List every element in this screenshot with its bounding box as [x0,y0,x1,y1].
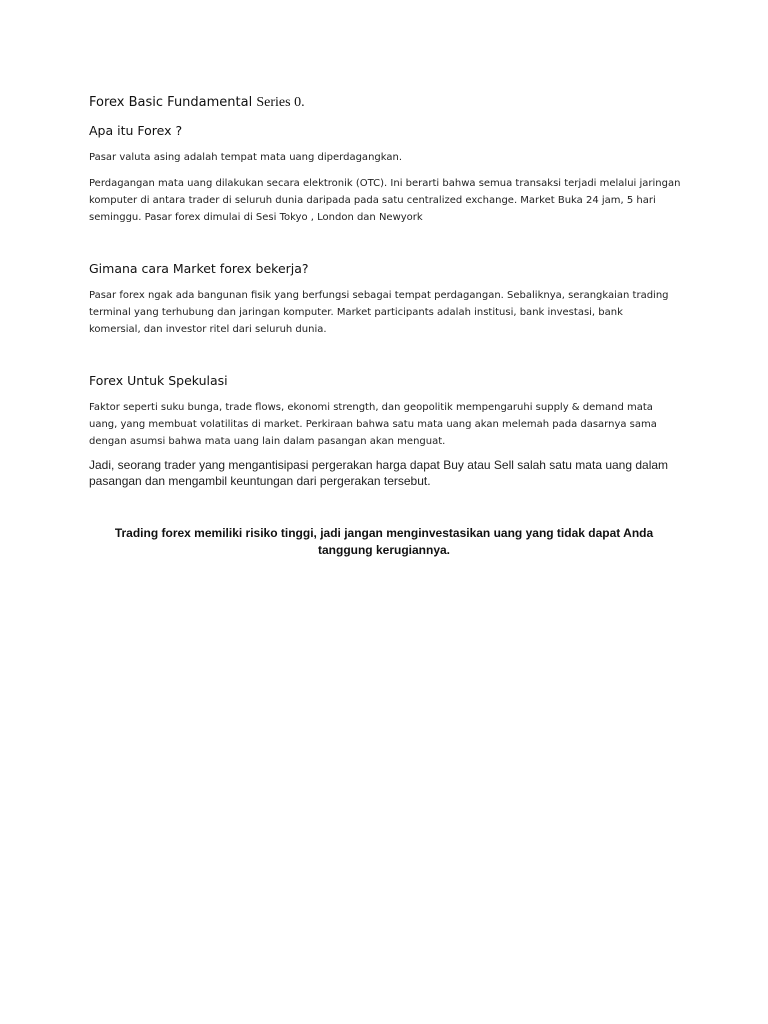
paragraph-cara-kerja-1: Pasar forex ngak ada bangunan fisik yang berfungsi sebagai tempat perdagangan. Sebaliknya, serangkaian trading terminal yang terhubung dan jaringan komputer. Market participants adalah institusi, bank investasi, bank komersial, dan investor ritel dari seluruh dunia. [89,290,669,335]
paragraph-apa-itu-2: Perdagangan mata uang dilakukan secara elektronik (OTC). Ini berarti bahwa semua transaksi terjadi melalui jaringan komputer di antara trader di seluruh dunia daripada pada satu centralized exchange. Market Buka 24 jam, 5 hari seminggu. Pasar forex dimulai di Sesi Tokyo , London dan Newyork [89,178,681,223]
risk-warning: Trading forex memiliki risiko tinggi, jadi jangan menginvestasikan uang yang tidak dapat Anda tanggung kerugiannya. [114,526,654,557]
heading-spekulasi: Forex Untuk Spekulasi [89,373,228,388]
title-series: Series 0. [256,95,305,110]
paragraph-apa-itu-1: Pasar valuta asing adalah tempat mata uang diperdagangkan. [89,152,403,163]
document-content [89,94,689,559]
heading-cara-kerja: Gimana cara Market forex bekerja? [89,261,309,276]
paragraph-spekulasi-2: Jadi, seorang trader yang mengantisipasi pergerakan harga dapat Buy atau Sell salah satu mata uang dalam pasangan dan mengambil keuntungan dari pergerakan tersebut. [89,458,669,488]
paragraph-spekulasi-1: Faktor seperti suku bunga, trade flows, ekonomi strength, dan geopolitik mempengaruhi supply & demand mata uang, yang membuat volatilitas di market. Perkiraan bahwa satu mata uang akan melemah pada dasarnya sama dengan asumsi bahwa mata uang lain dalam pasangan akan menguat. [89,402,657,447]
document-title [89,94,689,112]
title-main: Forex Basic Fundamental [89,95,253,110]
heading-apa-itu-forex: Apa itu Forex ? [89,123,183,138]
